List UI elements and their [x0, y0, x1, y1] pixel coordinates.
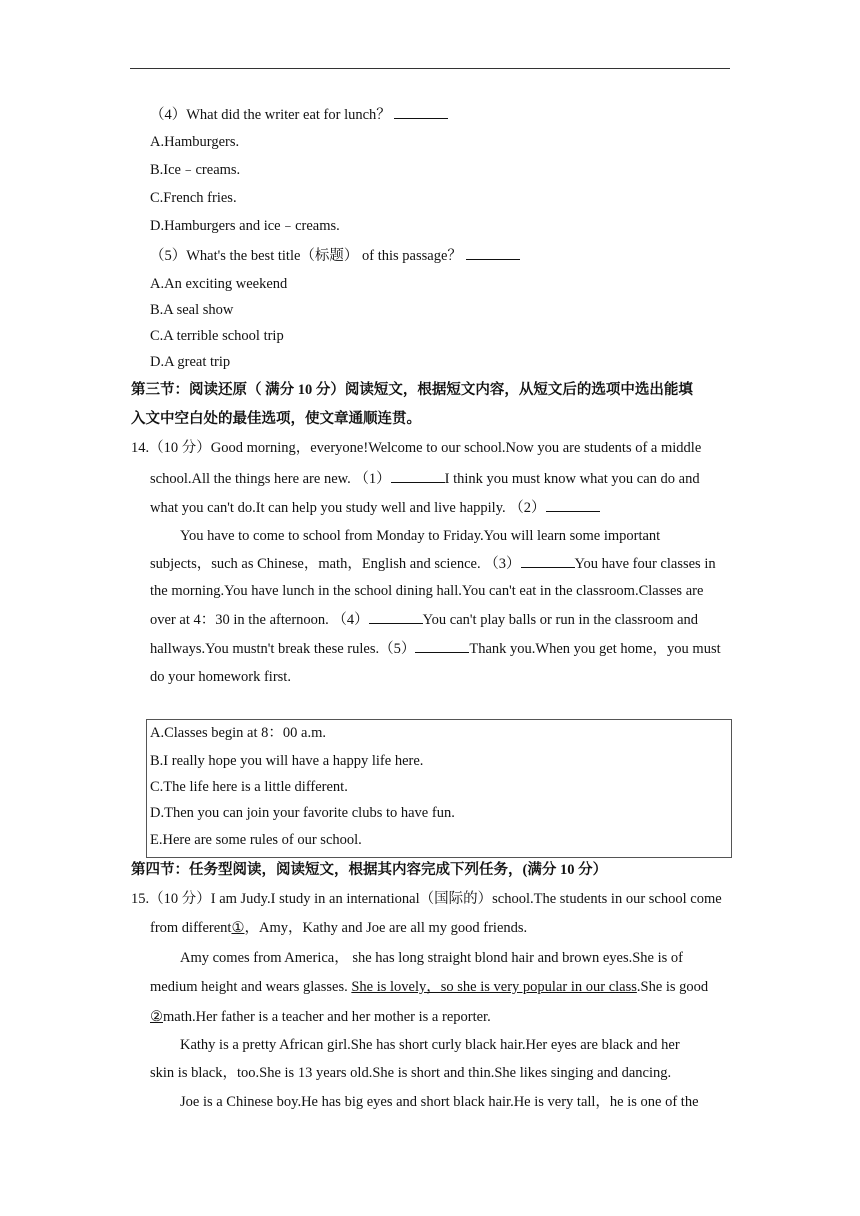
q15-line-1: 15.（10 分）I am Judy.I study in an international（国际的）school.The students in our school come	[131, 891, 722, 907]
q5-option-c[interactable]: C.A terrible school trip	[150, 328, 284, 344]
section3-heading-line1: 第三节：阅读还原（ 满分 10 分）阅读短文，根据短文内容，从短文后的选项中选出能填	[131, 382, 693, 398]
answer-blank[interactable]	[394, 104, 448, 119]
q14-option-c[interactable]: C.The life here is a little different.	[150, 779, 348, 795]
blank-4[interactable]	[369, 609, 423, 624]
q15-line-7: skin is black，too.She is 13 years old.She is short and thin.She likes singing and dancing.	[150, 1065, 672, 1081]
q14-option-a[interactable]: A.Classes begin at 8：00 a.m.	[150, 725, 326, 741]
q14-option-e[interactable]: E.Here are some rules of our school.	[150, 832, 362, 848]
q14-line-7: over at 4：30 in the afternoon. （4） You can't play balls or run in the classroom and	[150, 609, 698, 630]
q14-option-d[interactable]: D.Then you can join your favorite clubs to have fun.	[150, 805, 455, 821]
section3-heading-line2: 入文中空白处的最佳选项，使文章通顺连贯。	[131, 411, 421, 427]
underlined-sentence: She is lovely，so she is very popular in our class	[351, 979, 637, 995]
q5-option-b[interactable]: B.A seal show	[150, 302, 234, 318]
blank-circled-2[interactable]: ②	[150, 1009, 163, 1025]
q14-line-5: subjects，such as Chinese，math，English and science. （3） You have four classes in	[150, 553, 716, 574]
q15-line-2: from different①，Amy，Kathy and Joe are all my good friends.	[150, 920, 528, 936]
section4-heading: 第四节：任务型阅读，阅读短文，根据其内容完成下列任务，(满分 10 分）	[131, 862, 608, 878]
q14-line-1: 14.（10 分）Good morning，everyone!Welcome to our school.Now you are students of a middle	[131, 440, 702, 456]
blank-2[interactable]	[546, 497, 600, 512]
q4-option-c[interactable]: C.French fries.	[150, 190, 237, 206]
q14-line-3: what you can't do.It can help you study well and live happily. （2）	[150, 497, 600, 518]
q14-line-6: the morning.You have lunch in the school dining hall.You can't eat in the classroom.Classes are	[150, 583, 704, 599]
q15-line-4: medium height and wears glasses. She is lovely，so she is very popular in our class.She is good	[150, 979, 709, 995]
q4-stem: （4）What did the writer eat for lunch？	[150, 104, 448, 125]
q4-option-d[interactable]: D.Hamburgers and ice﹣creams.	[150, 218, 340, 234]
q14-line-9: do your homework first.	[150, 669, 291, 685]
blank-3[interactable]	[521, 553, 575, 568]
blank-circled-1[interactable]: ①	[231, 920, 245, 936]
q5-stem: （5）What's the best title（标题） of this passage？	[150, 245, 520, 266]
blank-1[interactable]	[391, 468, 445, 483]
q14-line-4: You have to come to school from Monday to Friday.You will learn some important	[180, 528, 661, 544]
q4-option-a[interactable]: A.Hamburgers.	[150, 134, 240, 150]
header-rule	[130, 68, 730, 69]
q5-option-a[interactable]: A.An exciting weekend	[150, 276, 288, 292]
q4-option-b[interactable]: B.Ice﹣creams.	[150, 162, 241, 178]
blank-5[interactable]	[415, 638, 469, 653]
q15-line-8: Joe is a Chinese boy.He has big eyes and short black hair.He is very tall，he is one of the	[180, 1094, 699, 1110]
q15-line-6: Kathy is a pretty African girl.She has short curly black hair.Her eyes are black and her	[180, 1037, 680, 1053]
answer-blank[interactable]	[466, 245, 520, 260]
q15-line-3: Amy comes from America， she has long straight blond hair and brown eyes.She is of	[180, 950, 683, 966]
q5-option-d[interactable]: D.A great trip	[150, 354, 231, 370]
q14-line-2: school.All the things here are new. （1） I think you must know what you can do and	[150, 468, 700, 489]
q15-line-5: ②math.Her father is a teacher and her mother is a reporter.	[150, 1009, 491, 1025]
q14-line-8: hallways.You mustn't break these rules.（5） Thank you.When you get home，you must	[150, 638, 721, 659]
q14-option-b[interactable]: B.I really hope you will have a happy life here.	[150, 753, 424, 769]
